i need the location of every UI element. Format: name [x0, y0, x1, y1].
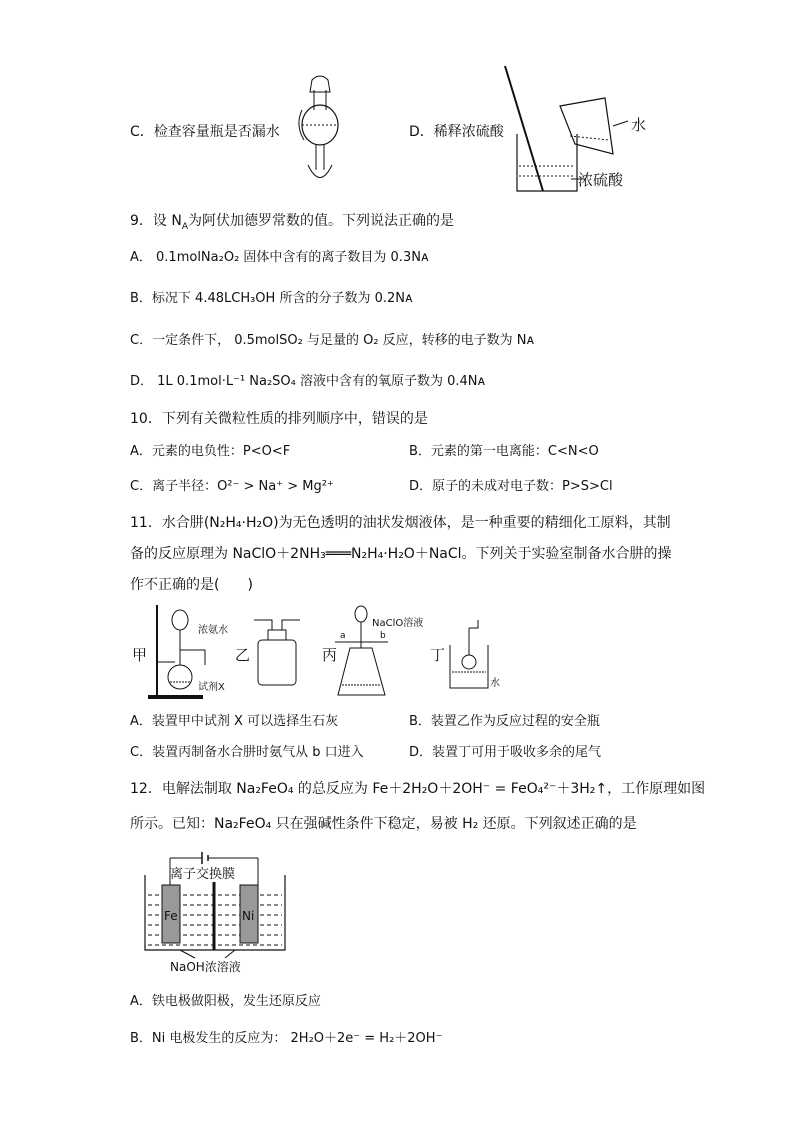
q11-line2: 备的反应原理为 NaClO＋2NH₃═══N₂H₄·H₂O＋NaCl。下列关于实验室制备水合肼的操 — [130, 546, 672, 562]
q11-option-c: C．装置丙制备水合肼时氨气从 b 口进入 — [130, 745, 364, 760]
q11-line1: 11．水合肼(N₂H₄·H₂O)为无色透明的油状发烟液体，是一种重要的精细化工原料，其制 — [130, 515, 671, 531]
apparatus-yi-label: 乙 — [235, 646, 251, 664]
naclo-label: NaClO溶液 — [372, 618, 424, 629]
q12-line2: 所示。已知：Na₂FeO₄ 只在强碱性条件下稳定，易被 H₂ 还原。下列叙述正确的是 — [130, 816, 637, 832]
q10-option-d: D．原子的未成对电子数：P>S>Cl — [409, 479, 613, 494]
reagent-x-label: 试剂X — [198, 682, 225, 693]
q11-apparatus-figure — [130, 600, 530, 705]
dilute-acid-figure — [505, 66, 655, 196]
q10-option-a: A．元素的电负性：P<O<F — [130, 444, 291, 459]
volumetric-flask-figure — [290, 70, 350, 195]
q9-option-d: D． 1L 0.1mol·L⁻¹ Na₂SO₄ 溶液中含有的氧原子数为 0.4Nᴀ — [130, 374, 486, 389]
q8-option-c: C．检查容量瓶是否漏水 — [130, 124, 280, 140]
q10-option-c: C．离子半径：O²⁻ > Na⁺ > Mg²⁺ — [130, 479, 334, 494]
q10-option-b: B．元素的第一电离能：C<N<O — [409, 444, 599, 459]
electrolysis-figure — [140, 850, 290, 975]
apparatus-jia-label: 甲 — [132, 646, 148, 664]
ni-electrode-label: Ni — [242, 909, 255, 923]
q9-option-a: A． 0.1molNa₂O₂ 固体中含有的离子数目为 0.3Nᴀ — [130, 250, 429, 265]
ammonia-label: 浓氨水 — [198, 625, 228, 636]
q11-line3: 作不正确的是( ) — [130, 577, 253, 593]
q9-option-b: B．标况下 4.48LCH₃OH 所含的分子数为 0.2Nᴀ — [130, 291, 413, 306]
q11-option-b: B．装置乙作为反应过程的安全瓶 — [409, 714, 600, 729]
q9-stem: 9．设 $N_A$为阿伏加德罗常数的值。下列说法正确的是 — [130, 213, 455, 232]
q12-option-a: A．铁电极做阳极，发生还原反应 — [130, 994, 321, 1009]
port-b-label: b — [380, 631, 386, 641]
apparatus-ding-label: 丁 — [430, 646, 446, 664]
water-label: 水 — [631, 116, 647, 134]
q11-option-a: A．装置甲中试剂 X 可以选择生石灰 — [130, 714, 339, 729]
q10-stem: 10．下列有关微粒性质的排列顺序中，错误的是 — [130, 411, 428, 427]
naoh-solution-label: NaOH浓溶液 — [170, 960, 241, 974]
q8-option-d: D．稀释浓硫酸 — [409, 124, 504, 140]
q11-option-d: D．装置丁可用于吸收多余的尾气 — [409, 745, 602, 760]
port-a-label: a — [340, 631, 346, 641]
conc-acid-label: 浓硫酸 — [578, 171, 624, 189]
fe-electrode-label: Fe — [164, 909, 178, 923]
ding-water-label: 水 — [490, 678, 500, 689]
membrane-label: 离子交换膜 — [170, 867, 236, 882]
q9-option-c: C．一定条件下， 0.5molSO₂ 与足量的 O₂ 反应，转移的电子数为 Nᴀ — [130, 333, 535, 348]
apparatus-bing-label: 丙 — [322, 646, 338, 664]
q12-line1: 12．电解法制取 Na₂FeO₄ 的总反应为 Fe＋2H₂O＋2OH⁻ = FeO₄²⁻＋3H₂↑，工作原理如图 — [130, 781, 706, 797]
q12-option-b: B．Ni 电极发生的反应为： 2H₂O＋2e⁻ = H₂＋2OH⁻ — [130, 1031, 443, 1046]
